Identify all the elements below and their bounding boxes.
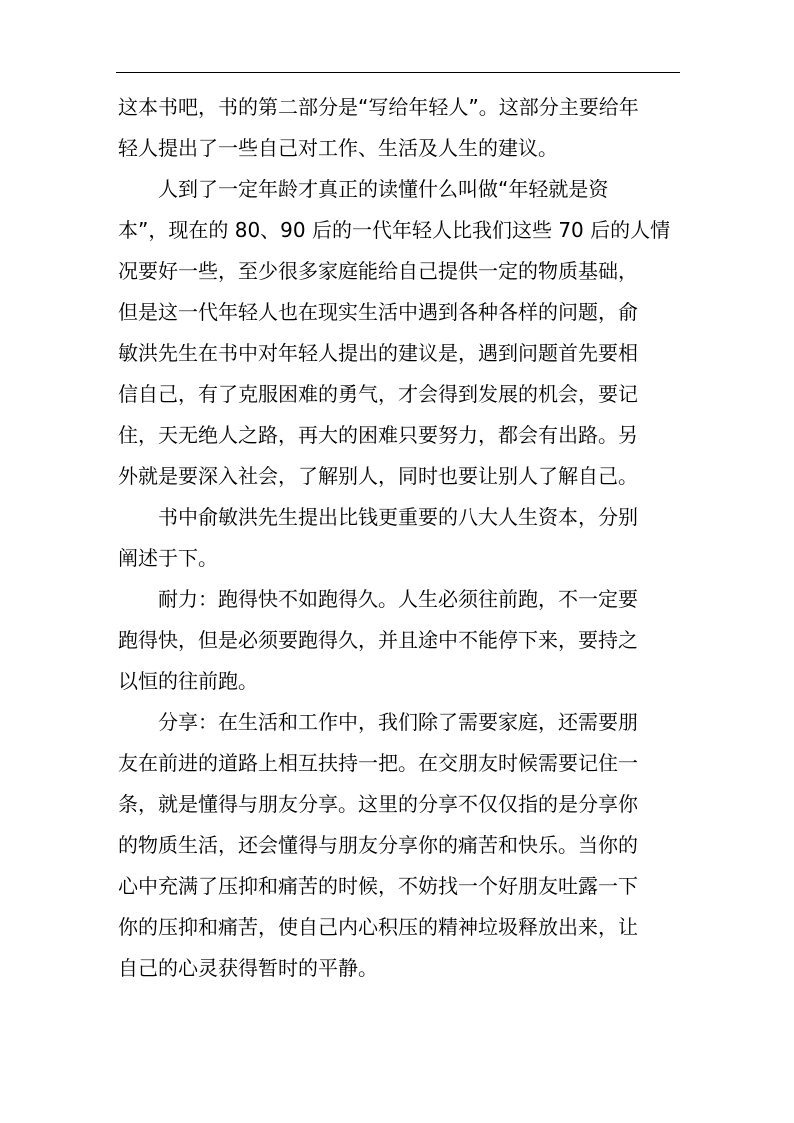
header-rule	[116, 72, 680, 73]
text-line: 本”，现在的 80、90 后的一代年轻人比我们这些 70 后的人情	[118, 218, 671, 242]
body-text	[118, 87, 680, 989]
text-line: 轻人提出了一些自己对工作、生活及人生的建议。	[118, 136, 558, 160]
text-line: 的物质生活，还会懂得与朋友分享你的痛苦和快乐。当你的	[118, 833, 638, 857]
text-line: 外就是要深入社会，了解别人，同时也要让别人了解自己。	[118, 464, 638, 488]
text-line: 住，天无绝人之路，再大的困难只要努力，都会有出路。另	[118, 423, 638, 447]
text-line: 条，就是懂得与朋友分享。这里的分享不仅仅指的是分享你	[118, 792, 638, 816]
text-line: 心中充满了压抑和痛苦的时候，不妨找一个好朋友吐露一下	[118, 874, 638, 898]
paragraph	[118, 497, 680, 579]
text-line: 人到了一定年龄才真正的读懂什么叫做“年轻就是资	[158, 177, 609, 201]
text-line: 敏洪先生在书中对年轻人提出的建议是，遇到问题首先要相	[118, 341, 638, 365]
text-line: 耐力：跑得快不如跑得久。人生必须往前跑，不一定要	[158, 587, 638, 611]
text-line: 但是这一代年轻人也在现实生活中遇到各种各样的问题，俞	[118, 300, 638, 324]
text-line: 自己的心灵获得暂时的平静。	[118, 956, 378, 980]
text-line: 以恒的往前跑。	[118, 669, 258, 693]
text-line: 分享：在生活和工作中，我们除了需要家庭，还需要朋	[158, 710, 638, 734]
paragraph	[118, 579, 680, 702]
paragraph	[118, 169, 680, 497]
text-line: 阐述于下。	[118, 546, 218, 570]
paragraph	[118, 702, 680, 989]
text-line: 信自己，有了克服困难的勇气，才会得到发展的机会，要记	[118, 382, 638, 406]
text-line: 友在前进的道路上相互扶持一把。在交朋友时候需要记住一	[118, 751, 638, 775]
text-line: 你的压抑和痛苦，使自己内心积压的精神垃圾释放出来，让	[118, 915, 638, 939]
paragraph	[118, 87, 680, 169]
text-line: 这本书吧，书的第二部分是“写给年轻人”。这部分主要给年	[118, 95, 639, 119]
text-line: 跑得快，但是必须要跑得久，并且途中不能停下来，要持之	[118, 628, 638, 652]
text-line: 况要好一些，至少很多家庭能给自己提供一定的物质基础，	[118, 259, 638, 283]
text-line: 书中俞敏洪先生提出比钱更重要的八大人生资本，分别	[158, 505, 638, 529]
